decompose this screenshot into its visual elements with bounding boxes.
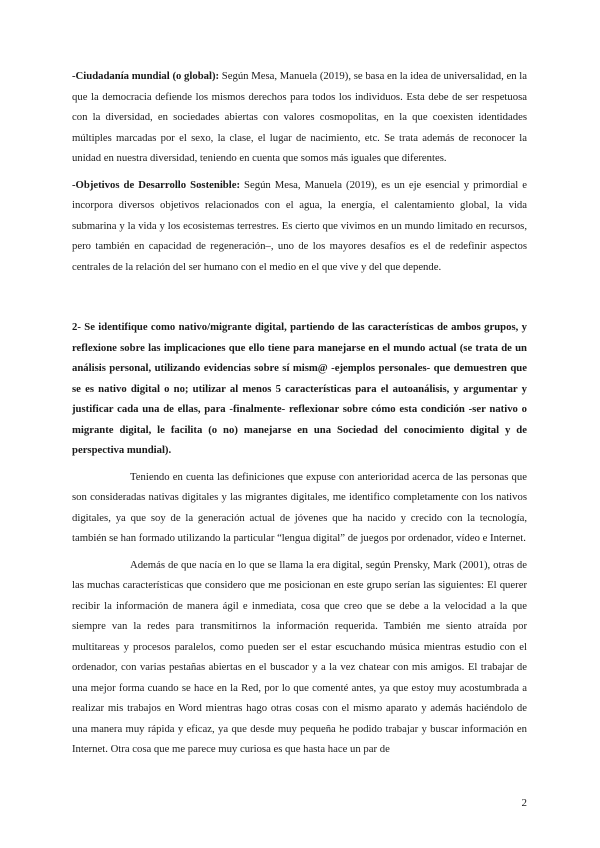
definition-ciudadania-mundial: Según Mesa, Manuela (2019), se basa en la idea de universalidad, en la que la democracia defiende los mismos derechos para todos los individuos. Esta debe de ser respetuosa con la diversidad, en sociedades abiertas con valores cosmopolitas, en la que coexisten identidades múltiples marcadas por el sexo, la clase, el lugar de nacimiento, etc. Se trata además de reconocer la unidad en nuestra diversidad, teniendo en cuenta que somos más iguales que diferentes. [72,70,527,164]
paragraph-ods [72,175,527,278]
term-ods: -Objetivos de Desarrollo Sostenible: [72,178,241,191]
page-content [72,66,527,766]
answer-paragraph-1: Teniendo en cuenta las definiciones que expuse con anterioridad acerca de las personas que son consideradas nativas digitales y las migrantes digitales, me identifico completamente con los nativos digitales, ya que soy de la generación actual de jóvenes que ha nacido y crecido con la tecnología, también se han formado utilizando la particular “lengua digital” de juegos por ordenador, vídeo e Internet. [72,470,527,544]
paragraph-ciudadania-mundial [72,66,527,169]
definition-ods: Según Mesa, Manuela (2019), es un eje esencial y primordial e incorpora diversos objetivos relacionados con el agua, la energía, el calentamiento global, la vida submarina y la vida y los ecosistemas terrestres. Es cierto que vivimos en un mundo limitado en recursos, pero también en capacidad de regeneración–, uno de los mayores desafíos es el de redefinir aspectos centrales de la relación del ser humano con el medio en el que vive y del que depende. [72,178,527,273]
answer-paragraph-2: Además de que nacía en lo que se llama la era digital, según Prensky, Mark (2001), otras de las muchas características que considero que me posicionan en este grupo serían las siguientes: El querer recibir la información de manera ágil e inmediata, cosa que creo que se debe a la velocidad a la que siempre van la redes para transmitirnos la información requerida. También me siento atraída por multitareas y procesos paralelos, como pueden ser el estar escuchando música mientras estudio con el ordenador, con varias pestañas abiertas en el buscador y a la vez chatear con mis amigos. El trabajar de una mejor forma cuando se hace en la Red, por lo que comenté antes, ya que estoy muy acostumbrada a realizar mis trabajos en Word mientras hago otras cosas con el mismo aparato y además haciéndolo de una manera muy rápida y eficaz, ya que desde muy pequeña he podido trabajar y buscar información en Internet. Otra cosa que me parece muy curiosa es que hasta hace un par de [72,558,527,755]
page-number: 2 [521,797,527,809]
question-heading: 2- Se identifique como nativo/migrante digital, partiendo de las características de ambos grupos, y reflexione sobre las implicaciones que ello tiene para manejarse en el mundo actual (se trata de un análisis personal, utilizando evidencias sobre sí mism@ -ejemplos personales- que demuestren que se es nativo digital o no; utilizar al menos 5 características para el autoanálisis, y argumentar y justificar cada una de ellas, para -finalmente- reflexionar sobre cómo esta condición -ser nativo o migrante digital, le facilita (o no) manejarse en una Sociedad del conocimiento digital y de perspectiva mundial). [72,321,527,456]
term-ciudadania-mundial: -Ciudadanía mundial (o global): [72,70,220,82]
